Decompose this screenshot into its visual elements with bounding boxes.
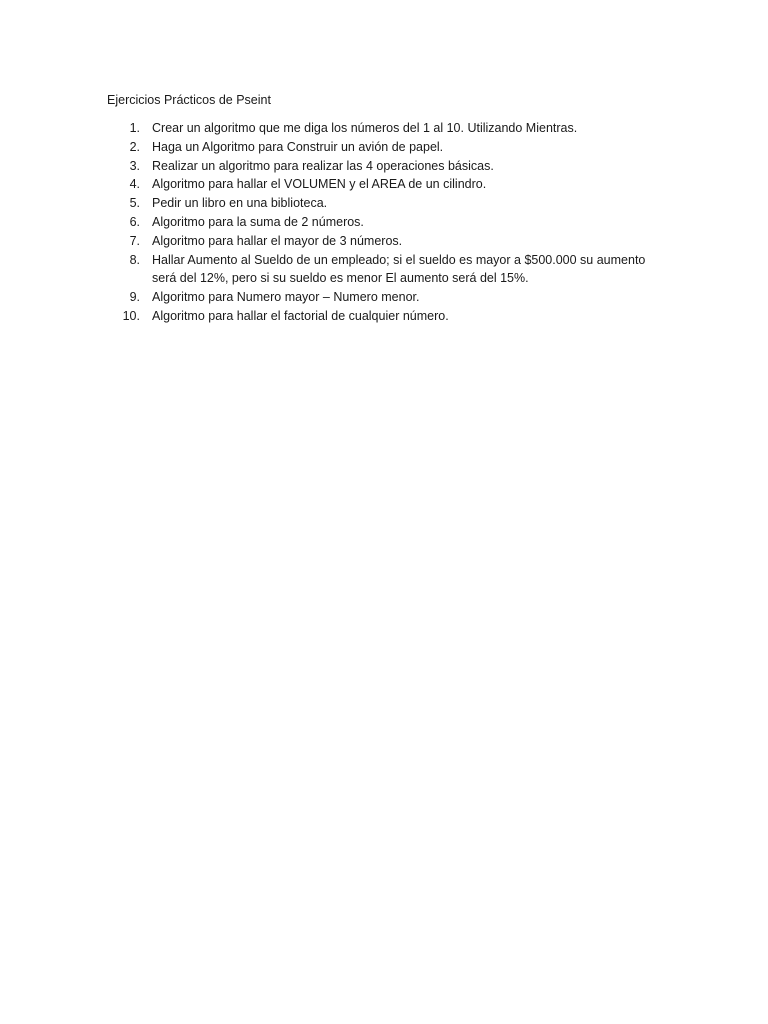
list-item bbox=[0, 251, 652, 289]
item-number: 4. bbox=[129, 177, 140, 192]
list-item bbox=[0, 138, 652, 157]
item-text: Algoritmo para hallar el mayor de 3 números. bbox=[152, 233, 403, 248]
item-text: Haga un Algoritmo para Construir un avión de papel. bbox=[152, 139, 444, 154]
item-text: Algoritmo para Numero mayor – Numero menor. bbox=[152, 290, 420, 305]
item-text: Algoritmo para la suma de 2 números. bbox=[152, 214, 364, 229]
item-number: 5. bbox=[129, 196, 140, 211]
item-number: 8. bbox=[129, 252, 140, 267]
item-number: 6. bbox=[129, 214, 140, 229]
list-item bbox=[0, 157, 652, 176]
exercise-list bbox=[0, 119, 768, 326]
list-item bbox=[0, 175, 652, 194]
list-item bbox=[0, 288, 652, 307]
document-title: Ejercicios Prácticos de Pseint bbox=[107, 93, 271, 107]
item-number: 3. bbox=[129, 158, 140, 173]
list-item bbox=[0, 307, 652, 326]
item-text: Algoritmo para hallar el factorial de cualquier número. bbox=[152, 308, 449, 323]
item-text: Crear un algoritmo que me diga los números del 1 al 10. Utilizando Mientras. bbox=[152, 121, 578, 135]
item-text: Hallar Aumento al Sueldo de un empleado; si el sueldo es mayor a $500.000 su aumento será del 12%, pero si su sueldo es menor El aumento será del 15%. bbox=[152, 252, 646, 286]
item-number: 7. bbox=[129, 233, 140, 248]
item-number: 2. bbox=[129, 139, 140, 154]
list-item bbox=[0, 213, 652, 232]
item-text: Pedir un libro en una biblioteca. bbox=[152, 196, 328, 211]
list-item bbox=[0, 232, 652, 251]
item-number: 9. bbox=[129, 290, 140, 305]
item-number: 1. bbox=[129, 121, 140, 135]
list-item bbox=[0, 194, 652, 213]
item-text: Realizar un algoritmo para realizar las 4 operaciones básicas. bbox=[152, 158, 494, 173]
item-number: 10. bbox=[122, 308, 140, 323]
item-text: Algoritmo para hallar el VOLUMEN y el AREA de un cilindro. bbox=[152, 177, 487, 192]
list-item bbox=[0, 119, 652, 138]
